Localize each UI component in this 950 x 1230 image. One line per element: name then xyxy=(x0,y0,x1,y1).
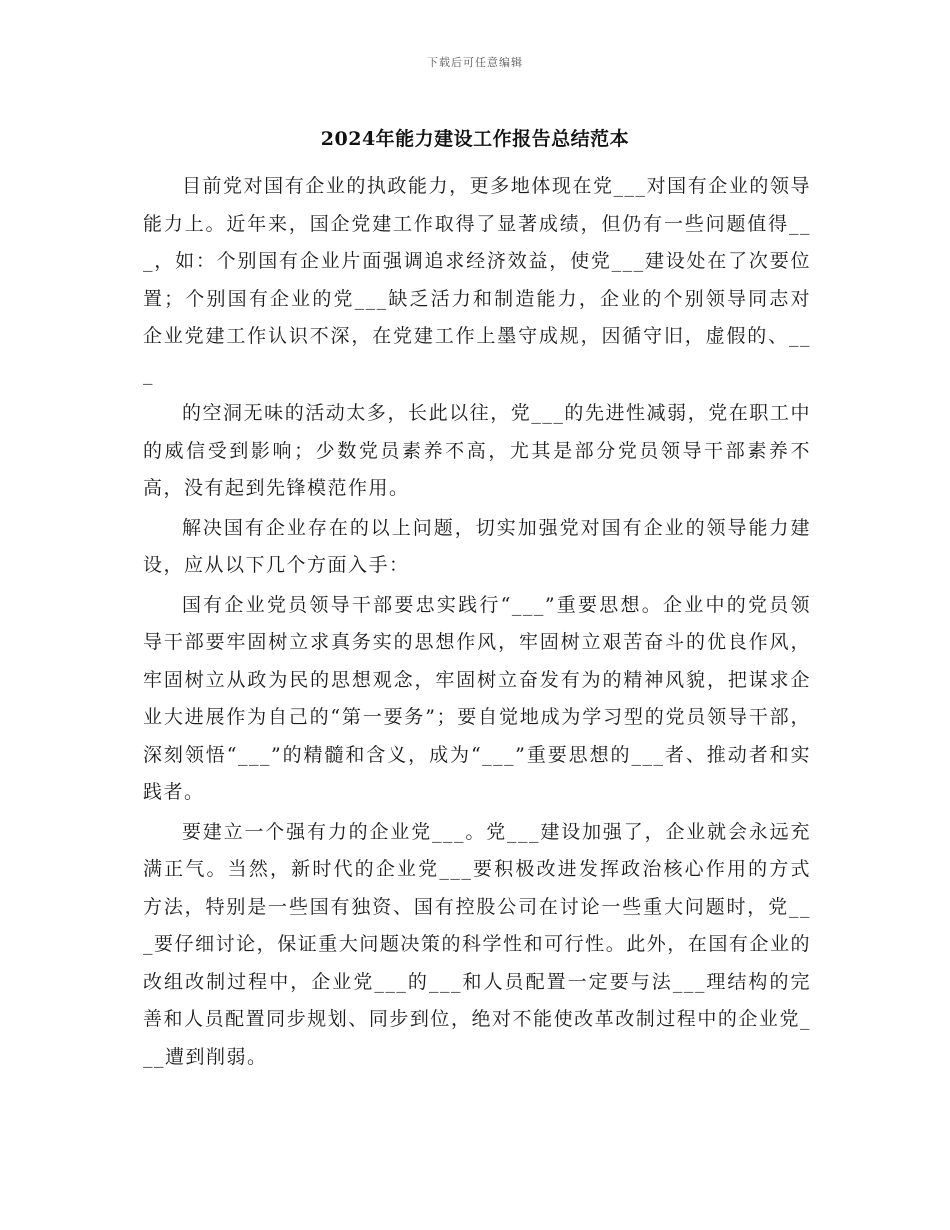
document-title: 2024年能力建设工作报告总结范本 xyxy=(320,128,630,150)
paragraph-4: 国有企业党员领导干部要忠实践行“___”重要思想。企业中的党员领导干部要牢固树立求真务实的思想作风，牢固树立艰苦奋斗的优良作风，牢固树立从政为民的思想观念，牢固树立奋发有为的精神风貌，把谋求企业大进展作为自己的“第一要务”；要自觉地成为学习型的党员领导干部，深刻领悟“___”的精髓和含义，成为“___”重要思想的___者、推动者和实践者。 xyxy=(143,593,811,803)
download-note: 下载后可任意编辑 xyxy=(427,56,523,69)
document-body xyxy=(143,168,811,1076)
paragraph-5: 要建立一个强有力的企业党___。党___建设加强了，企业就会永远充满正气。当然，新时代的企业党___要积极改进发挥政治核心作用的方式方法，特别是一些国有独资、国有控股公司在讨论一些重大问题时，党___要仔细讨论，保证重大问题决策的科学性和可行性。此外，在国有企业的改组改制过程中，企业党___的___和人员配置一定要与法___理结构的完善和人员配置同步规划、同步到位，绝对不能使改革改制过程中的企业党___遭到削弱。 xyxy=(143,820,811,1068)
paragraph-3: 解决国有企业存在的以上问题，切实加强党对国有企业的领导能力建设，应从以下几个方面入手： xyxy=(143,516,811,576)
paragraph-1: 目前党对国有企业的执政能力，更多地体现在党___对国有企业的领导能力上。近年来，国企党建工作取得了显著成绩，但仍有一些问题值得___，如：个别国有企业片面强调追求经济效益，使党___建设处在了次要位置；个别国有企业的党___缺乏活力和制造能力，企业的个别领导同志对企业党建工作认识不深，在党建工作上墨守成规，因循守旧，虚假的、___ xyxy=(143,175,811,385)
paragraph-2: 的空洞无味的活动太多，长此以往，党___的先进性减弱，党在职工中的威信受到影响；少数党员素养不高，尤其是部分党员领导干部素养不高，没有起到先锋模范作用。 xyxy=(143,402,811,499)
